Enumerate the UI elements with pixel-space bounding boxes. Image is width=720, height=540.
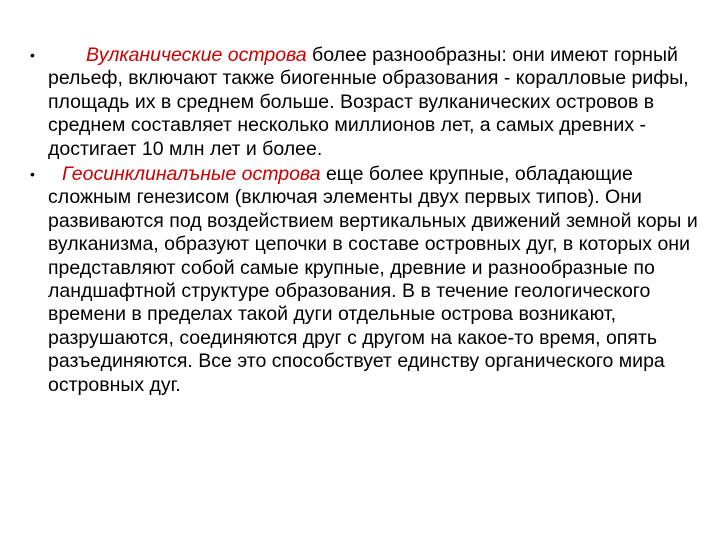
bullet-volcanic-islands: [30, 44, 700, 161]
bullet-geosynclinal-islands: [30, 163, 700, 397]
bullet-marker: •: [30, 47, 35, 63]
bullet-body-text: еще более крупные, обладающие сложным генезисом (включая элементы двух первых типов). Они развиваются под воздействием вертикальных движений земной коры и вулканизма, образуют цепочки в составе островных дуг, в которых они представляют собой самые крупные, древние и разнообразные по ландшафтной структуре образования. В в течение геологического времени в пределах такой дуги отдельные острова возникают, разрушаются, соединяются друг с другом на какое-то время, опять разъединяются. Все это способствует единству органического мира островных дуг.: [48, 163, 698, 396]
bullet-body-text: более разнообразны: они имеют горный рельеф, включают также биогенные образования - коралловые рифы, площадь их в среднем больше. Возраст вулканических островов в среднем составляет несколько миллионов лет, а самых древних - достигает 10 млн лет и более.: [48, 44, 689, 160]
bullet-marker: •: [30, 166, 35, 183]
term-volcanic-islands: Вулканические острова: [86, 44, 307, 66]
term-geosynclinal-islands: Геосинклиналъные острова: [62, 163, 321, 186]
bullet-list: [30, 44, 700, 399]
